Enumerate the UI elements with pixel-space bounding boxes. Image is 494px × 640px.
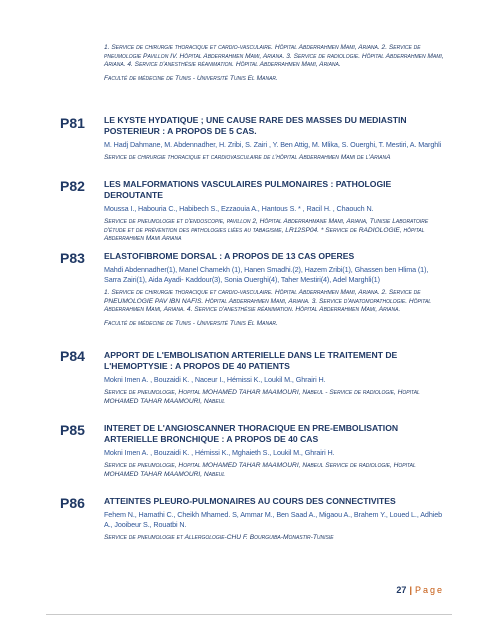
entry-authors: Fehem N., Hamathi C., Cheikh Mhamed. S, Ammar M., Ben Saad A., Migaou A., Brahem Y., Loued L., Adhieb A., Jooibeur S., Rouatbi N.	[104, 510, 443, 529]
page-number-footer	[396, 585, 444, 595]
entry-number-p83: P83	[60, 250, 85, 266]
entry-affiliation: Service de chirurgie thoracique et cardiovasculaire de l'hôpital Abderrahmen Mami de l'ArianA	[104, 154, 391, 161]
intro-affiliation-block	[104, 44, 444, 83]
entry-authors: M. Hadj Dahmane, M. Abdennadher, H. Zribi, S. Zairi , Y. Ben Attig, M. Mlika, S. Ouerghi, T. Mestiri, A. Marghli	[104, 140, 442, 149]
entry-number-p86: P86	[60, 495, 85, 511]
entry-faculty: Faculté de médecine de Tunis - Université Tunis El Manar.	[104, 319, 278, 327]
entry-title: ELASTOFIBROME DORSAL : A PROPOS DE 13 CAS OPERES	[104, 251, 355, 261]
entry-authors: Mahdi Abdennadher(1), Manel Chamekh (1), Hanen Smadhi.(2), Hazem Zribi(1), Ghassen ben Hlima (1), Sarra Zairi(1), Aida Ayadi- Kaddour(3), Sonia Ouerghi(4), Taher Mestiri(4), Adel Marghli(1)	[104, 265, 429, 284]
entry-affiliation: Service de pneumologie, Hopital MOHAMED TAHAR MAAMOURI, Nabeul Service de radiologie, Hopital MOHAMED TAHAR MAAMOURI, Nabeul	[104, 462, 416, 478]
entry-p82	[104, 179, 444, 244]
entry-p84	[104, 350, 444, 406]
entry-title: ATTEINTES PLEURO-PULMONAIRES AU COURS DES CONNECTIVITES	[104, 496, 396, 506]
entry-title: LES MALFORMATIONS VASCULAIRES PULMONAIRES : PATHOLOGIE DEROUTANTE	[104, 179, 392, 200]
entry-authors: Mokni Imen A. , Bouzaidi K. , Naceur I., Hémissi K., Loukil M., Ghrairi H.	[104, 375, 326, 384]
entry-title: LE KYSTE HYDATIQUE ; UNE CAUSE RARE DES MASSES DU MEDIASTIN POSTERIEUR : A PROPOS DE 5 CAS.	[104, 115, 407, 136]
entry-p85	[104, 423, 444, 479]
footer-divider	[46, 614, 452, 615]
intro-faculty: Faculté de médecine de Tunis - Université Tunis El Manar.	[104, 74, 278, 82]
entry-p81	[104, 115, 444, 163]
entry-number-p85: P85	[60, 422, 85, 438]
entry-authors: Mokni Imen A. , Bouzaidi K. , Hémissi K., Mghaieth S., Loukil M., Ghrairi H.	[104, 448, 335, 457]
entry-p83	[104, 251, 444, 328]
page-word: Page	[414, 585, 444, 595]
entry-title: APPORT DE L'EMBOLISATION ARTERIELLE DANS LE TRAITEMENT DE L'HEMOPTYSIE : A PROPOS DE 40 PATIENTS	[104, 350, 398, 371]
intro-affiliation: 1. Service de chirurgie thoracique et cardio-vasculaire. Hôpital Abderrahmen Mami, Ariana. 2. Service de pneumologie Pavillon IV. Hôpital Abderrahmen Mami, Ariana. 3. Service de radiologie. Hôpital Abderrahmen Mami, Ariana. 4. Service d'anesthésie réanimation. Hôpital Abderrahmen Mami, Ariana.	[104, 44, 444, 69]
page-separator: |	[409, 585, 412, 595]
entry-number-p84: P84	[60, 348, 85, 364]
entry-number-p82: P82	[60, 178, 85, 194]
entry-number-p81: P81	[60, 115, 85, 131]
entry-p86	[104, 496, 444, 543]
page-number: 27	[396, 585, 407, 595]
entry-affiliation: Service de pneumologie et Allergologie-CHU F. Bourguiba-Monastir-Tunisie	[104, 534, 334, 541]
entry-title: INTERET DE L'ANGIOSCANNER THORACIQUE EN PRE-EMBOLISATION ARTERIELLE BRONCHIQUE : A PROPOS DE 40 CAS	[104, 423, 399, 444]
entry-affiliation: 1. Service de chirurgie thoracique et cardio-vasculaire. Hôpital Abderrahmen Mami, Ariana. 2. Service de PNEUMOLOGIE PAV IBN NAFIS. Hôpital Abderrahmen Mami, Ariana. 3. Service d'anatomopathologie. Hôpital Abderrahmen Mami, Ariana. 4. Service d'anesthésie réanimation. Hôpital Abderrahmen Mami, Ariana.	[104, 289, 432, 314]
entry-affiliation: Service de pneumologie, Hopital MOHAMED TAHAR MAAMOURI, Nabeul - Service de radiologie, Hopital MOHAMED TAHAR MAAMOURI, Nabeul	[104, 389, 420, 405]
entry-authors: Moussa I., Habouria C., Habibech S., Ezzaouia A., Hantous S. * , Racil H. , Chaouch N.	[104, 204, 374, 213]
entry-affiliation: Service de pneumologie et d'endoscopie, pavillon 2, Hôpital Abderrahmane Mami, Ariana, Tunisie Laboratoire d'étude et de prévention des pathologies liées au tabagisme, LR12SP04. * Service de RADIOLOGIE, hôpital Abderrahmen Mami Ariana	[104, 218, 429, 243]
